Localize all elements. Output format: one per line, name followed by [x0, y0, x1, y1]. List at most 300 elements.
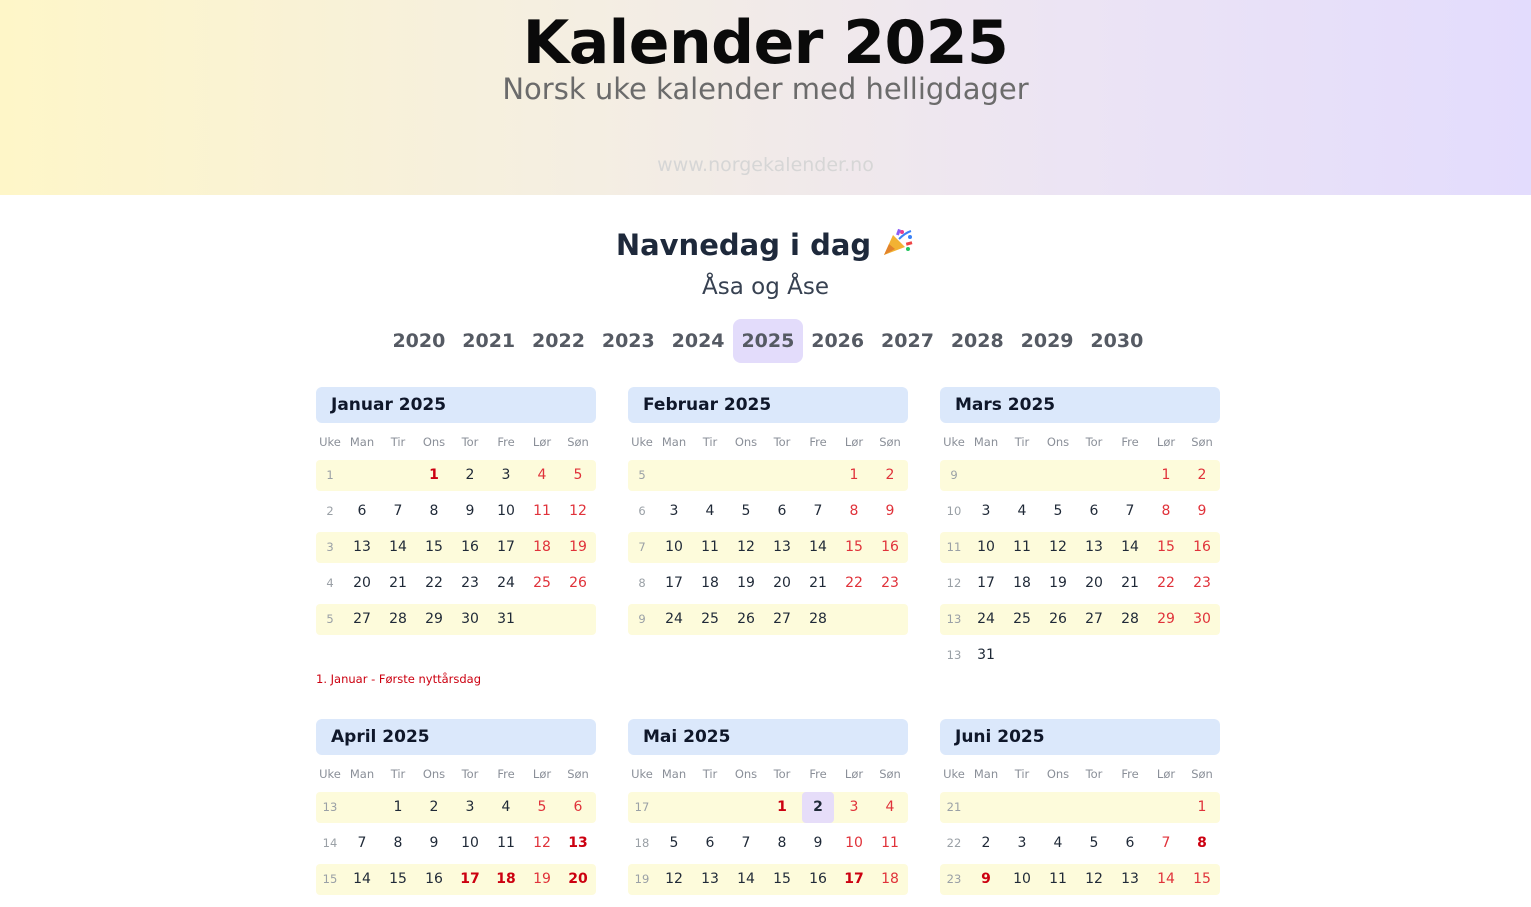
- day-cell[interactable]: [692, 864, 728, 895]
- day-cell[interactable]: [764, 532, 800, 563]
- empty-day-cell: [1112, 460, 1148, 491]
- day-cell[interactable]: [692, 568, 728, 599]
- day-cell[interactable]: [416, 460, 452, 491]
- day-number: 14: [737, 871, 755, 887]
- weekday-header: Ons: [734, 435, 758, 449]
- day-cell[interactable]: [1184, 864, 1220, 895]
- day-number: 9: [813, 835, 823, 851]
- weekday-header: Man: [661, 435, 687, 449]
- empty-day-cell: [344, 460, 380, 491]
- day-cell[interactable]: [416, 532, 452, 563]
- day-number: 5: [537, 799, 547, 815]
- day-cell[interactable]: [1004, 496, 1040, 527]
- day-cell[interactable]: [1040, 496, 1076, 527]
- day-number: 6: [573, 799, 583, 815]
- year-link-2026[interactable]: 2026: [811, 330, 865, 352]
- week-number: 9: [638, 612, 646, 626]
- month-calendar: [316, 387, 596, 687]
- day-cell[interactable]: [1148, 864, 1184, 895]
- day-cell[interactable]: [836, 496, 872, 527]
- day-number: 5: [741, 503, 751, 519]
- day-cell[interactable]: [836, 460, 872, 491]
- month-title: Januar 2025: [316, 387, 596, 423]
- week-number: 1: [326, 468, 334, 482]
- day-cell[interactable]: [1112, 864, 1148, 895]
- day-number: 16: [809, 871, 827, 887]
- weekday-header: Søn: [879, 435, 901, 449]
- day-number: 1: [393, 799, 403, 815]
- day-cell[interactable]: [416, 792, 452, 823]
- day-cell[interactable]: [872, 532, 908, 563]
- day-cell[interactable]: [344, 864, 380, 895]
- year-link-2029[interactable]: 2029: [1020, 330, 1074, 352]
- week-number: 17: [634, 800, 650, 814]
- day-cell[interactable]: [800, 828, 836, 859]
- day-cell[interactable]: [452, 532, 488, 563]
- day-number: 1: [849, 467, 859, 483]
- week-number: 2: [326, 504, 334, 518]
- week-row: [628, 864, 908, 895]
- day-cell[interactable]: [1148, 532, 1184, 563]
- day-cell[interactable]: [1076, 532, 1112, 563]
- day-cell[interactable]: [656, 604, 692, 635]
- day-number: 12: [533, 835, 551, 851]
- day-cell[interactable]: [872, 568, 908, 599]
- day-cell[interactable]: [968, 532, 1004, 563]
- week-row: [940, 496, 1220, 527]
- weekday-header: Søn: [879, 767, 901, 781]
- week-number: 13: [946, 648, 962, 662]
- day-number: 2: [981, 835, 991, 851]
- day-cell[interactable]: [728, 568, 764, 599]
- day-cell[interactable]: [488, 828, 524, 859]
- day-number: 25: [701, 611, 719, 627]
- week-row: [940, 792, 1220, 823]
- day-cell[interactable]: [1076, 496, 1112, 527]
- year-link-2020[interactable]: 2020: [392, 330, 446, 352]
- year-link-2025[interactable]: 2025: [733, 319, 803, 363]
- day-number: 22: [1157, 575, 1175, 591]
- day-cell[interactable]: [800, 568, 836, 599]
- empty-day-cell: [1076, 460, 1112, 491]
- week-number: 21: [946, 800, 962, 814]
- weekday-header-row: [316, 756, 596, 792]
- week-row: [628, 828, 908, 859]
- day-number: 6: [777, 503, 787, 519]
- day-number: 30: [461, 611, 479, 627]
- day-cell[interactable]: [1184, 496, 1220, 527]
- day-number: 18: [701, 575, 719, 591]
- week-number: 6: [638, 504, 646, 518]
- day-cell[interactable]: [1112, 568, 1148, 599]
- day-number: 9: [429, 835, 439, 851]
- day-cell[interactable]: [968, 864, 1004, 895]
- day-cell[interactable]: [488, 496, 524, 527]
- day-cell[interactable]: [524, 864, 560, 895]
- day-cell[interactable]: [968, 496, 1004, 527]
- day-cell[interactable]: [1040, 828, 1076, 859]
- month-calendar: [628, 387, 908, 640]
- day-cell[interactable]: [800, 604, 836, 635]
- day-cell[interactable]: [1112, 496, 1148, 527]
- day-number: 30: [1193, 611, 1211, 627]
- day-number: 4: [537, 467, 547, 483]
- day-cell[interactable]: [344, 496, 380, 527]
- day-cell[interactable]: [416, 828, 452, 859]
- day-number: 24: [665, 611, 683, 627]
- year-link-2022[interactable]: 2022: [532, 330, 585, 352]
- day-number: 12: [1085, 871, 1103, 887]
- day-cell[interactable]: [968, 828, 1004, 859]
- day-cell[interactable]: [1004, 532, 1040, 563]
- day-cell[interactable]: [836, 864, 872, 895]
- weekday-header: Tir: [702, 767, 718, 781]
- day-number: 15: [389, 871, 407, 887]
- weekday-header: Tir: [1014, 767, 1030, 781]
- empty-day-cell: [1040, 460, 1076, 491]
- page-subtitle: Norsk uke kalender med helligdager: [502, 72, 1029, 106]
- day-number: 7: [1161, 835, 1171, 851]
- week-number: 4: [326, 576, 334, 590]
- day-cell[interactable]: [416, 568, 452, 599]
- week-row: [628, 568, 908, 599]
- day-cell[interactable]: [488, 792, 524, 823]
- day-number: 12: [569, 503, 587, 519]
- day-cell[interactable]: [1184, 568, 1220, 599]
- weekday-header: Tir: [390, 767, 406, 781]
- day-cell[interactable]: [488, 460, 524, 491]
- day-cell[interactable]: [872, 828, 908, 859]
- weekday-header: Tir: [390, 435, 406, 449]
- day-number: 4: [501, 799, 511, 815]
- day-cell[interactable]: [1004, 568, 1040, 599]
- day-number: 16: [461, 539, 479, 555]
- day-cell[interactable]: [1076, 828, 1112, 859]
- day-number: 2: [429, 799, 439, 815]
- day-number: 31: [497, 611, 515, 627]
- day-cell[interactable]: [836, 568, 872, 599]
- weekday-header: Fre: [1121, 435, 1139, 449]
- day-cell[interactable]: [836, 532, 872, 563]
- week-number: 13: [322, 800, 338, 814]
- day-cell[interactable]: [524, 828, 560, 859]
- day-cell[interactable]: [656, 532, 692, 563]
- day-number: 29: [425, 611, 443, 627]
- day-number: 28: [389, 611, 407, 627]
- day-number: 1: [1197, 799, 1207, 815]
- day-cell[interactable]: [1184, 604, 1220, 635]
- party-popper-icon: [881, 227, 915, 257]
- day-cell[interactable]: [764, 792, 800, 823]
- month-calendar: [940, 719, 1220, 900]
- day-cell[interactable]: [560, 792, 596, 823]
- day-cell[interactable]: [764, 864, 800, 895]
- week-row: [940, 604, 1220, 635]
- day-cell[interactable]: [656, 496, 692, 527]
- weekday-header: Lør: [1156, 435, 1176, 449]
- day-number: 27: [773, 611, 791, 627]
- day-cell[interactable]: [1112, 532, 1148, 563]
- day-cell[interactable]: [1004, 864, 1040, 895]
- day-cell[interactable]: [656, 828, 692, 859]
- day-cell[interactable]: [344, 828, 380, 859]
- day-cell[interactable]: [524, 568, 560, 599]
- day-cell[interactable]: [452, 460, 488, 491]
- day-cell[interactable]: [560, 828, 596, 859]
- day-cell[interactable]: [1112, 828, 1148, 859]
- day-cell[interactable]: [728, 532, 764, 563]
- day-cell[interactable]: [872, 864, 908, 895]
- day-number: 19: [737, 575, 755, 591]
- day-cell[interactable]: [452, 604, 488, 635]
- weekday-header: Ons: [734, 767, 758, 781]
- day-number: 4: [1017, 503, 1027, 519]
- day-cell[interactable]: [524, 792, 560, 823]
- day-cell[interactable]: [836, 792, 872, 823]
- day-cell[interactable]: [764, 568, 800, 599]
- day-cell[interactable]: [764, 828, 800, 859]
- weekday-header: Tor: [461, 767, 479, 781]
- day-cell[interactable]: [488, 532, 524, 563]
- day-cell[interactable]: [764, 496, 800, 527]
- day-cell[interactable]: [344, 568, 380, 599]
- empty-day-cell: [800, 460, 836, 491]
- weekday-header: Uke: [319, 767, 341, 781]
- day-cell[interactable]: [452, 568, 488, 599]
- empty-day-cell: [1148, 640, 1184, 671]
- day-cell[interactable]: [1076, 604, 1112, 635]
- day-cell[interactable]: [560, 864, 596, 895]
- day-cell[interactable]: [728, 864, 764, 895]
- day-cell[interactable]: [872, 792, 908, 823]
- week-row: [316, 604, 596, 635]
- empty-day-cell: [968, 460, 1004, 491]
- day-number: 22: [425, 575, 443, 591]
- day-cell[interactable]: [692, 604, 728, 635]
- week-row: [940, 460, 1220, 491]
- day-number: 16: [881, 539, 899, 555]
- day-number: 13: [1085, 539, 1103, 555]
- day-cell[interactable]: [1040, 532, 1076, 563]
- weekday-header: Man: [973, 435, 999, 449]
- day-number: 26: [737, 611, 755, 627]
- day-number: 2: [1197, 467, 1207, 483]
- day-cell[interactable]: [656, 568, 692, 599]
- day-number: 15: [425, 539, 443, 555]
- weekday-header: Lør: [844, 435, 864, 449]
- day-cell[interactable]: [416, 496, 452, 527]
- weekday-header: Tor: [773, 435, 791, 449]
- day-number: 7: [813, 503, 823, 519]
- day-cell[interactable]: [560, 532, 596, 563]
- day-number: 4: [885, 799, 895, 815]
- day-cell[interactable]: [1184, 792, 1220, 823]
- day-cell[interactable]: [452, 828, 488, 859]
- week-row: [316, 828, 596, 859]
- year-link-2030[interactable]: 2030: [1090, 330, 1144, 352]
- empty-day-cell: [836, 604, 872, 635]
- day-cell[interactable]: [488, 568, 524, 599]
- day-cell[interactable]: [1040, 864, 1076, 895]
- day-cell[interactable]: [1184, 828, 1220, 859]
- day-cell[interactable]: [524, 532, 560, 563]
- page-header: [0, 0, 1531, 195]
- empty-day-cell: [764, 460, 800, 491]
- day-number: 12: [1049, 539, 1067, 555]
- week-number: 8: [638, 576, 646, 590]
- day-cell[interactable]: [728, 496, 764, 527]
- day-cell[interactable]: [488, 604, 524, 635]
- empty-day-cell: [1184, 640, 1220, 671]
- day-cell[interactable]: [1148, 496, 1184, 527]
- day-cell[interactable]: [560, 568, 596, 599]
- day-number: 8: [777, 835, 787, 851]
- day-cell[interactable]: [872, 496, 908, 527]
- day-cell[interactable]: [800, 864, 836, 895]
- day-cell[interactable]: [452, 496, 488, 527]
- day-cell[interactable]: [488, 864, 524, 895]
- day-cell[interactable]: [1004, 604, 1040, 635]
- day-cell[interactable]: [692, 496, 728, 527]
- weekday-header: Ons: [1046, 767, 1070, 781]
- year-link-2024[interactable]: 2024: [671, 330, 725, 352]
- day-number: 24: [977, 611, 995, 627]
- day-number: 11: [497, 835, 515, 851]
- day-cell[interactable]: [872, 460, 908, 491]
- weekday-header: Tor: [773, 767, 791, 781]
- day-number: 18: [1013, 575, 1031, 591]
- day-cell[interactable]: [524, 496, 560, 527]
- day-cell[interactable]: [380, 792, 416, 823]
- day-number: 1: [777, 799, 787, 815]
- day-cell[interactable]: [344, 532, 380, 563]
- day-cell[interactable]: [1040, 568, 1076, 599]
- day-number: 17: [844, 871, 864, 887]
- day-cell[interactable]: [380, 864, 416, 895]
- day-cell[interactable]: [1076, 568, 1112, 599]
- nameday-heading-text: Navnedag i dag: [615, 228, 872, 262]
- day-number: 11: [881, 835, 899, 851]
- day-cell[interactable]: [1148, 828, 1184, 859]
- day-number: 9: [981, 871, 991, 887]
- week-number: 19: [634, 872, 650, 886]
- day-cell[interactable]: [560, 460, 596, 491]
- day-cell[interactable]: [1076, 864, 1112, 895]
- day-cell[interactable]: [560, 496, 596, 527]
- day-cell[interactable]: [1148, 604, 1184, 635]
- day-cell[interactable]: [1112, 604, 1148, 635]
- week-row: [316, 864, 596, 895]
- year-link-2027[interactable]: 2027: [881, 330, 934, 352]
- day-cell[interactable]: [1148, 460, 1184, 491]
- day-number: 26: [569, 575, 587, 591]
- day-number: 10: [1013, 871, 1031, 887]
- week-number: 23: [946, 872, 962, 886]
- day-number: 19: [1049, 575, 1067, 591]
- day-cell[interactable]: [968, 604, 1004, 635]
- day-cell[interactable]: [1184, 460, 1220, 491]
- day-number: 22: [845, 575, 863, 591]
- day-cell[interactable]: [380, 568, 416, 599]
- day-cell[interactable]: [380, 496, 416, 527]
- day-number: 24: [497, 575, 515, 591]
- day-number: 4: [1053, 835, 1063, 851]
- day-cell[interactable]: [968, 640, 1004, 671]
- day-cell[interactable]: [1148, 568, 1184, 599]
- day-number: 10: [461, 835, 479, 851]
- day-cell[interactable]: [800, 792, 836, 823]
- week-row: [316, 496, 596, 527]
- day-number: 20: [1085, 575, 1103, 591]
- day-cell[interactable]: [656, 864, 692, 895]
- empty-day-cell: [872, 604, 908, 635]
- day-cell[interactable]: [800, 496, 836, 527]
- day-cell[interactable]: [524, 460, 560, 491]
- day-number: 29: [1157, 611, 1175, 627]
- year-link-2023[interactable]: 2023: [601, 330, 655, 352]
- day-number: 27: [1085, 611, 1103, 627]
- week-number: 5: [326, 612, 334, 626]
- empty-day-cell: [1004, 640, 1040, 671]
- day-number: 15: [1193, 871, 1211, 887]
- year-link-2028[interactable]: 2028: [950, 330, 1004, 352]
- day-cell[interactable]: [1040, 604, 1076, 635]
- day-cell[interactable]: [380, 532, 416, 563]
- day-cell[interactable]: [728, 828, 764, 859]
- day-number: 23: [881, 575, 899, 591]
- day-cell[interactable]: [692, 828, 728, 859]
- week-row: [940, 532, 1220, 563]
- weekday-header-row: [628, 424, 908, 460]
- day-cell[interactable]: [1184, 532, 1220, 563]
- day-cell[interactable]: [764, 604, 800, 635]
- day-cell[interactable]: [800, 532, 836, 563]
- day-cell[interactable]: [452, 864, 488, 895]
- day-number: 4: [705, 503, 715, 519]
- weekday-header: Ons: [422, 767, 446, 781]
- week-number: 5: [638, 468, 646, 482]
- day-cell[interactable]: [692, 532, 728, 563]
- empty-day-cell: [1040, 792, 1076, 823]
- day-cell[interactable]: [416, 604, 452, 635]
- day-number: 15: [1157, 539, 1175, 555]
- empty-day-cell: [656, 460, 692, 491]
- year-link-2021[interactable]: 2021: [462, 330, 516, 352]
- day-number: 25: [1013, 611, 1031, 627]
- weekday-header: Tor: [1085, 435, 1103, 449]
- day-number: 1: [1161, 467, 1171, 483]
- day-number: 17: [460, 871, 480, 887]
- day-number: 13: [1121, 871, 1139, 887]
- weekday-header: Man: [349, 435, 375, 449]
- day-cell[interactable]: [416, 864, 452, 895]
- day-cell[interactable]: [452, 792, 488, 823]
- day-cell[interactable]: [344, 604, 380, 635]
- day-cell[interactable]: [728, 604, 764, 635]
- day-cell[interactable]: [968, 568, 1004, 599]
- day-number: 17: [497, 539, 515, 555]
- day-cell[interactable]: [1004, 828, 1040, 859]
- day-cell[interactable]: [380, 604, 416, 635]
- empty-day-cell: [1112, 792, 1148, 823]
- site-url-link[interactable]: www.norgekalender.no: [657, 154, 874, 176]
- day-cell[interactable]: [380, 828, 416, 859]
- week-number: 10: [946, 504, 962, 518]
- day-number: 8: [429, 503, 439, 519]
- week-number: 13: [946, 612, 962, 626]
- day-cell[interactable]: [836, 828, 872, 859]
- weekday-header-row: [940, 424, 1220, 460]
